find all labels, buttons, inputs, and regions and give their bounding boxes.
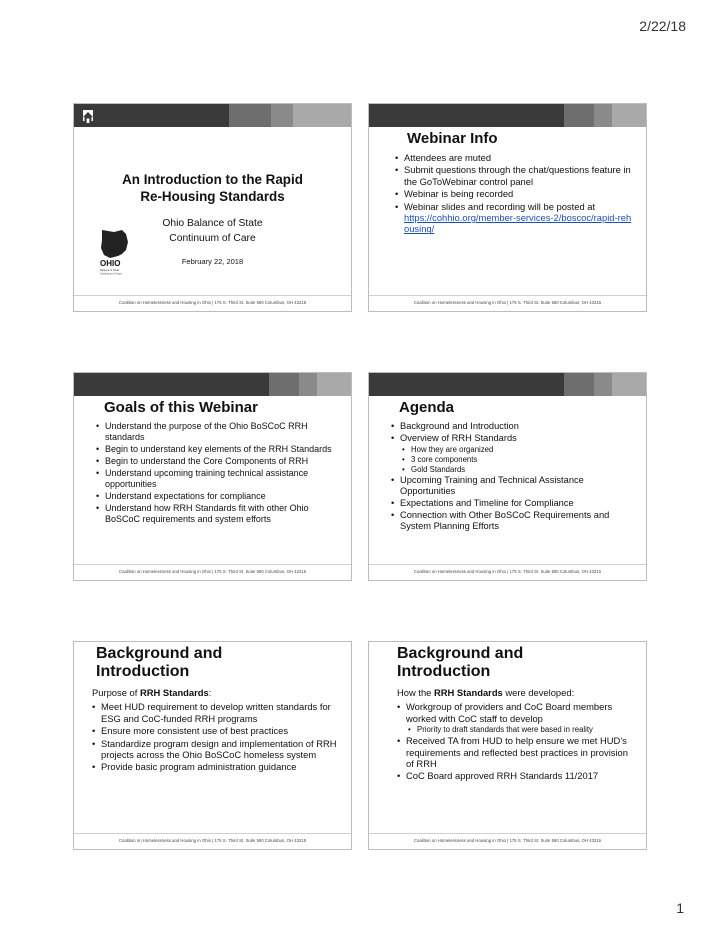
bullet: • Connection with Other BoSCoC Requirements and System Planning Efforts — [391, 510, 636, 532]
bullet: • Upcoming Training and Technical Assistance Opportunities — [391, 475, 636, 497]
bullet: • Overview of RRH Standards — [391, 433, 636, 444]
slide-title: Webinar Info — [407, 130, 498, 147]
svg-text:OHIO: OHIO — [100, 259, 121, 268]
slide-agenda — [368, 372, 647, 581]
slide-footer: Coalition on Homelessness and Housing in Ohio | 175 S. Third St. Suite 580 Columbus, OH 43215 — [369, 833, 646, 849]
bullet: • Understand upcoming training technical assistance opportunities — [96, 468, 341, 490]
bullet: • Understand the purpose of the Ohio BoSCoC RRH standards — [96, 421, 341, 443]
slide-topbar — [74, 104, 351, 127]
slide-topbar — [369, 104, 646, 127]
svg-text:Balance of State: Balance of State — [100, 269, 120, 272]
header-date: 2/22/18 — [639, 18, 686, 34]
bullet: • Submit questions through the chat/questions feature in the GoToWebinar control panel — [395, 164, 636, 187]
cover-organization: Ohio Balance of State Continuum of Care — [162, 218, 263, 244]
slide-title: Background and Introduction — [397, 645, 524, 680]
slide-body — [395, 152, 636, 236]
bullet: • Ensure more consistent use of best practices — [92, 725, 341, 736]
slide-cover — [73, 103, 352, 312]
bullet: • Understand expectations for compliance — [96, 491, 341, 502]
house-icon — [83, 110, 93, 121]
bullet: • Begin to understand the Core Components of RRH — [96, 456, 341, 467]
slide-footer: Coalition on Homelessness and Housing in Ohio | 175 S. Third St. Suite 580 Columbus, OH 43215 — [74, 833, 351, 849]
recording-link[interactable]: https://cohhio.org/member-services-2/boscoc/rapid-rehousing/ — [404, 212, 632, 235]
slide-title: Goals of this Webinar — [104, 399, 258, 416]
svg-text:Continuum of Care: Continuum of Care — [100, 272, 122, 276]
bullet: • Meet HUD requirement to develop written standards for ESG and CoC-funded RRH programs — [92, 701, 341, 724]
slide-topbar — [369, 373, 646, 396]
page-number: 1 — [676, 900, 684, 916]
sub-bullet: • Priority to draft standards that were based in reality — [397, 725, 636, 735]
lead-text: Purpose of RRH Standards: — [92, 687, 212, 698]
slide-webinar-info — [368, 103, 647, 312]
cover-title: An Introduction to the Rapid Re-Housing Standards — [122, 172, 303, 204]
slide-title: Agenda — [399, 399, 455, 416]
slide-topbar — [74, 373, 351, 396]
slide-body — [391, 421, 636, 533]
slide-goals — [73, 372, 352, 581]
lead-text: How the RRH Standards were developed: — [397, 687, 575, 698]
sub-bullet: • 3 core components — [391, 455, 636, 465]
cover-date: February 22, 2018 — [181, 257, 244, 266]
slide-background-development — [368, 641, 647, 850]
ohio-state-logo — [98, 228, 138, 276]
bullet: • Webinar is being recorded — [395, 188, 636, 199]
bullet: • Standardize program design and implementation of RRH projects across the Ohio BoSCoC homeless system — [92, 738, 341, 761]
bullet: • Attendees are muted — [395, 152, 636, 163]
slide-body — [397, 687, 636, 783]
bullet: • Background and Introduction — [391, 421, 636, 432]
sub-bullet: • How they are organized — [391, 445, 636, 455]
slide-footer: Coalition on Homelessness and Housing in Ohio | 175 S. Third St. Suite 580 Columbus, OH 43215 — [74, 295, 351, 311]
bullet: • Expectations and Timeline for Compliance — [391, 498, 636, 509]
bullet: • Received TA from HUD to help ensure we met HUD's requirements and reflected best practices in provision of RRH — [397, 735, 636, 769]
sub-bullet: • Gold Standards — [391, 465, 636, 475]
bullet: • Workgroup of providers and CoC Board members worked with CoC staff to develop — [397, 701, 636, 724]
bullet: • Provide basic program administration guidance — [92, 761, 341, 772]
bullet: • CoC Board approved RRH Standards 11/2017 — [397, 770, 636, 781]
slide-background-purpose — [73, 641, 352, 850]
slide-body — [92, 687, 341, 774]
bullet: • Understand how RRH Standards fit with other Ohio BoSCoC requirements and system efforts — [96, 503, 341, 525]
slide-title: Background and Introduction — [96, 645, 223, 680]
bullet: • Webinar slides and recording will be posted at https://cohhio.org/member-services-2/boscoc/rapid-rehousing/ — [395, 201, 636, 235]
slide-footer: Coalition on Homelessness and Housing in Ohio | 175 S. Third St. Suite 580 Columbus, OH 43215 — [74, 564, 351, 580]
slide-footer: Coalition on Homelessness and Housing in Ohio | 175 S. Third St. Suite 580 Columbus, OH 43215 — [369, 564, 646, 580]
bullet: • Begin to understand key elements of the RRH Standards — [96, 444, 341, 455]
slide-body — [96, 421, 341, 526]
slide-footer: Coalition on Homelessness and Housing in Ohio | 175 S. Third St. Suite 580 Columbus, OH 43215 — [369, 295, 646, 311]
